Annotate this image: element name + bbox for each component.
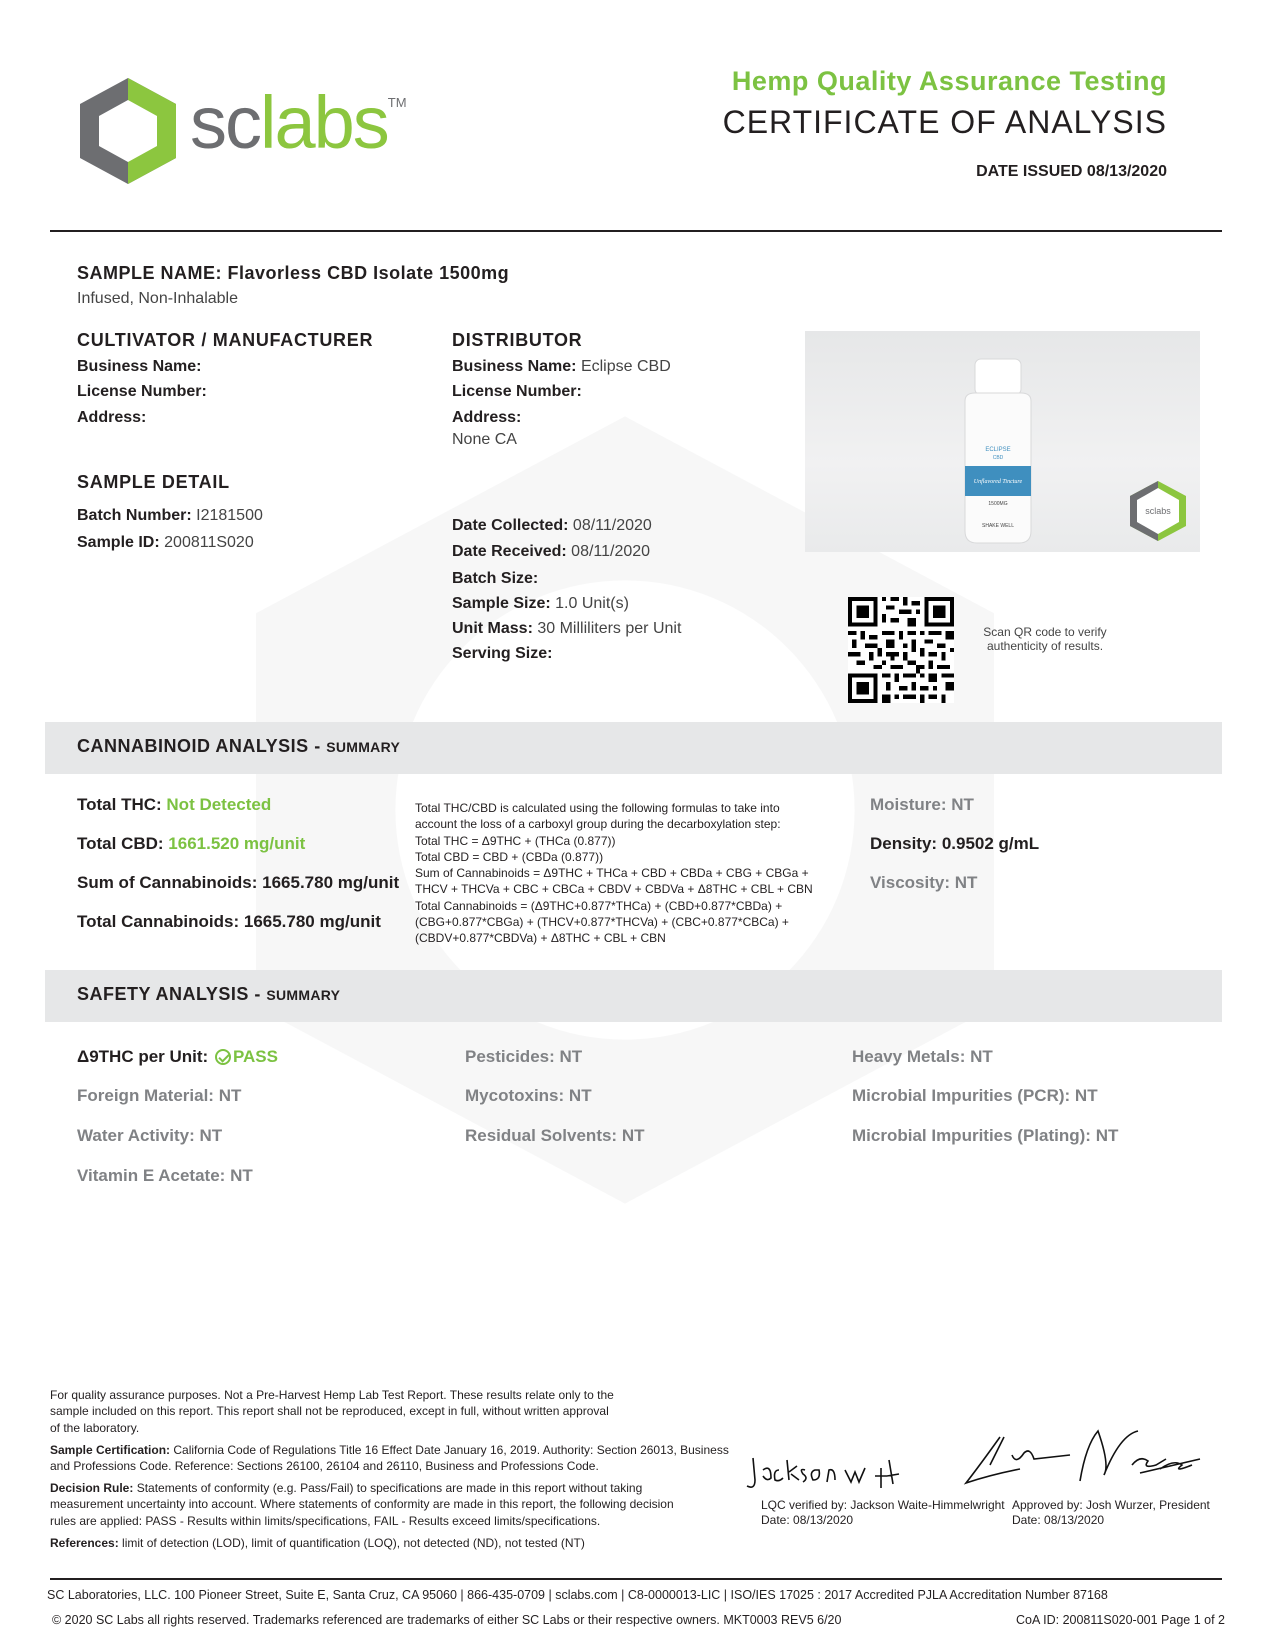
qr-code[interactable]: [848, 597, 954, 703]
photo-badge-text: sclabs: [1145, 506, 1171, 516]
safety-item-mycotoxins: [465, 1086, 592, 1106]
sclabs-logo-icon: [80, 78, 176, 184]
date-issued: DATE ISSUED 08/13/2020: [976, 163, 1167, 180]
distributor-address-value: None CA: [452, 431, 517, 448]
batch-number-value: I2181500: [196, 507, 263, 524]
cannabinoid-summary-band: [45, 722, 1222, 774]
density-value: 0.9502 g/mL: [941, 834, 1040, 853]
formula-line: Sum of Cannabinoids = Δ9THC + THCa + CBD + CBDa + CBG + CBGa +: [415, 866, 809, 881]
references: [50, 1535, 740, 1551]
sample-size-value: 1.0 Unit(s): [555, 595, 629, 612]
safety-title-small: SUMMARY: [266, 987, 341, 1003]
cultivator-business-label: Business Name:: [77, 358, 202, 375]
coa-id-page: CoA ID: 200811S020-001 Page 1 of 2: [1016, 1613, 1225, 1627]
total-thc: [77, 795, 271, 815]
viscosity: Viscosity: NT: [870, 873, 978, 892]
total-cbd: [77, 834, 305, 854]
sample-id: [77, 534, 254, 552]
date-received-value: 08/11/2020: [571, 543, 651, 560]
safety-item-pesticides: [465, 1047, 582, 1067]
safety-item-residual-solvents: [465, 1126, 645, 1146]
sample-id-label: Sample ID:: [77, 534, 160, 551]
decision-rule-label: Decision Rule:: [50, 1481, 134, 1495]
qa-disclaimer: For quality assurance purposes. Not a Pre-Harvest Hemp Lab Test Report. These results relate only to the sample included on this report. This report shall not be reproduced, except in full, without written approval of the laboratory.: [50, 1388, 614, 1435]
product-photo: [805, 331, 1200, 552]
safety-item-value: NT: [559, 1047, 583, 1066]
total-cannabinoids-label: Total Cannabinoids:: [77, 912, 240, 931]
safety-item-value: NT: [1074, 1086, 1098, 1105]
safety-item-water-activity: [77, 1126, 222, 1146]
total-thc-label: Total THC:: [77, 795, 162, 814]
formula-line: THCV + THCVa + CBC + CBCa + CBDV + CBDVa + Δ8THC + CBL + CBN: [415, 882, 813, 897]
formula-line: Total THC = Δ9THC + (THCa (0.877)): [415, 833, 616, 848]
pass-check-icon: [215, 1049, 231, 1065]
d9thc-per-unit: [77, 1047, 278, 1067]
cannabinoid-summary-title: [77, 736, 400, 757]
unit-mass-label: Unit Mass:: [452, 620, 533, 637]
report-title: CERTIFICATE OF ANALYSIS: [722, 104, 1167, 140]
bottle-shake: SHAKE WELL: [982, 523, 1014, 529]
bottle-brand-sub: CBD: [992, 455, 1004, 461]
footer-divider: [50, 1578, 1222, 1580]
sample-certification-text: California Code of Regulations Title 16 Effect Date January 16, 2019. Authority: Section 26013, Business and Professions Code. Reference: Sections 26100, 26104 and 26110, Business and Professions Code.: [50, 1443, 729, 1474]
sample-id-value: 200811S020: [164, 534, 254, 551]
moisture: Moisture: NT: [870, 795, 974, 814]
lqc-verified-by: LQC verified by: Jackson Waite-Himmelwright: [761, 1498, 1005, 1512]
calculation-formulas: [415, 800, 835, 947]
distributor-license-label: License Number:: [452, 383, 582, 400]
distributor-business: [452, 358, 671, 376]
approved-by: [1012, 1498, 1210, 1528]
bottle-brand: ECLIPSE: [985, 447, 1011, 453]
distributor-address-label: Address:: [452, 409, 522, 426]
batch-number: [77, 507, 263, 525]
lqc-verified: [761, 1498, 1005, 1528]
batch-number-label: Batch Number:: [77, 507, 192, 524]
safety-item-label: Microbial Impurities (Plating):: [852, 1126, 1091, 1145]
sample-certification-label: Sample Certification:: [50, 1443, 171, 1457]
density: [870, 834, 1039, 854]
safety-item-label: Water Activity:: [77, 1126, 195, 1145]
cannabinoid-title-text: CANNABINOID ANALYSIS -: [77, 736, 327, 756]
sum-of-cannabinoids-label: Sum of Cannabinoids:: [77, 873, 258, 892]
safety-item-value: NT: [1095, 1126, 1119, 1145]
total-cannabinoids: [77, 912, 381, 932]
safety-item-value: NT: [199, 1126, 223, 1145]
safety-item-value: NT: [230, 1166, 253, 1185]
formula-line: (CBG+0.877*CBGa) + (THCV+0.877*THCVa) + (CBC+0.877*CBCa) +: [415, 915, 789, 930]
unit-mass-value: 30 Milliliters per Unit: [537, 620, 682, 637]
bottle-product: Unflavored Tincture: [973, 479, 1023, 485]
safety-item-heavy-metals: [852, 1047, 993, 1067]
safety-item-label: Residual Solvents:: [465, 1126, 618, 1145]
sample-size-label: Sample Size:: [452, 595, 551, 612]
safety-item-label: Pesticides:: [465, 1047, 555, 1066]
approved-by-name: Approved by: Josh Wurzer, President: [1012, 1498, 1210, 1512]
approver-signature: [960, 1425, 1210, 1495]
cultivator-address-label: Address:: [77, 409, 147, 426]
serving-size-label: Serving Size:: [452, 645, 553, 662]
safety-item-microbial-plating: [852, 1126, 1118, 1146]
total-thc-value: Not Detected: [166, 795, 272, 814]
references-text: limit of detection (LOD), limit of quantification (LOQ), not detected (ND), not tested (NT): [118, 1536, 585, 1550]
safety-item-label: Vitamin E Acetate:: [77, 1166, 226, 1185]
sample-size: [452, 595, 629, 613]
distributor-heading: DISTRIBUTOR: [452, 330, 583, 350]
date-received: [452, 543, 650, 561]
safety-item-label: Microbial Impurities (PCR):: [852, 1086, 1071, 1105]
safety-item-microbial-pcr: [852, 1086, 1098, 1106]
references-label: References:: [50, 1536, 119, 1550]
total-cbd-value: 1661.520 mg/unit: [168, 834, 306, 853]
d9thc-label: Δ9THC per Unit:: [77, 1047, 209, 1066]
d9thc-pass-value: PASS: [232, 1047, 278, 1066]
formula-line: Total THC/CBD is calculated using the following formulas to take into: [415, 801, 780, 815]
sum-of-cannabinoids: [77, 873, 399, 893]
formula-line: (CBDV+0.877*CBDVa) + Δ8THC + CBL + CBN: [415, 931, 666, 946]
safety-item-value: NT: [568, 1086, 592, 1105]
lqc-signature: [745, 1440, 955, 1500]
safety-item-value: NT: [218, 1086, 242, 1105]
lab-contact-line: SC Laboratories, LLC. 100 Pioneer Street, Suite E, Santa Cruz, CA 95060 | 866-435-0709 | sclabs.com | C8-0000013-LIC | ISO/IES 17025 : 2017 Accredited PJLA Accreditation Number 87168: [47, 1588, 1108, 1602]
safety-summary-band: [45, 970, 1222, 1022]
sample-detail-heading: SAMPLE DETAIL: [77, 472, 230, 492]
date-collected: [452, 517, 652, 535]
copyright-line: © 2020 SC Labs all rights reserved. Trademarks referenced are trademarks of either SC Labs or their respective owners. MKT0003 REV5 6/20: [52, 1613, 842, 1627]
decision-rule: [50, 1480, 700, 1529]
safety-item-vitamin-e-acetate: [77, 1166, 253, 1186]
safety-summary-title: [77, 984, 340, 1005]
safety-item-label: Mycotoxins:: [465, 1086, 565, 1105]
density-label: Density:: [870, 834, 938, 853]
sum-of-cannabinoids-value: 1665.780 mg/unit: [262, 873, 400, 892]
sample-type: Infused, Non-Inhalable: [77, 290, 238, 307]
qr-note: Scan QR code to verify authenticity of results.: [983, 625, 1107, 654]
safety-title-text: SAFETY ANALYSIS -: [77, 984, 267, 1004]
distributor-business-value: Eclipse CBD: [580, 358, 671, 375]
formula-line: Total Cannabinoids = (Δ9THC+0.877*THCa) + (CBD+0.877*CBDa) +: [415, 898, 783, 913]
distributor-business-label: Business Name:: [452, 358, 577, 375]
lqc-date: Date: 08/13/2020: [761, 1513, 854, 1527]
sample-name: [77, 263, 509, 284]
bottle-illustration: [805, 331, 1200, 552]
date-received-label: Date Received:: [452, 543, 567, 560]
bottle-dose: 1500MG: [988, 501, 1008, 507]
sample-certification: [50, 1442, 740, 1475]
total-cannabinoids-value: 1665.780 mg/unit: [243, 912, 381, 931]
batch-size-label: Batch Size:: [452, 570, 539, 587]
total-cbd-label: Total CBD:: [77, 834, 164, 853]
date-collected-label: Date Collected:: [452, 517, 569, 534]
safety-item-value: NT: [621, 1126, 645, 1145]
report-subtitle: Hemp Quality Assurance Testing: [731, 66, 1167, 96]
sclabs-logo: sclabs™: [190, 81, 407, 164]
safety-item-foreign-material: [77, 1086, 241, 1106]
cultivator-license-label: License Number:: [77, 383, 207, 400]
approved-date: Date: 08/13/2020: [1012, 1513, 1105, 1527]
cultivator-heading: CULTIVATOR / MANUFACTURER: [77, 330, 374, 350]
unit-mass: [452, 620, 681, 638]
date-collected-value: 08/11/2020: [572, 517, 652, 534]
formula-line: account the loss of a carboxyl group during the decarboxylation step:: [415, 817, 781, 832]
header-divider: [50, 230, 1222, 232]
formula-line: Total CBD = CBD + (CBDa (0.877)): [415, 849, 604, 864]
decision-rule-text: Statements of conformity (e.g. Pass/Fail) to specifications are made in this report without taking measurement uncertainty into account. Where statements of conformity are made in this report, the following decision rules are applied: PASS - Results within limits/specifications, FAIL - Results exceed limits/specifications.: [50, 1481, 674, 1528]
safety-item-label: Heavy Metals:: [852, 1047, 966, 1066]
safety-item-value: NT: [970, 1047, 993, 1066]
sample-name-label: SAMPLE NAME:: [77, 263, 222, 283]
safety-item-label: Foreign Material:: [77, 1086, 214, 1105]
cannabinoid-title-small: SUMMARY: [326, 739, 401, 755]
sample-name-value: Flavorless CBD Isolate 1500mg: [227, 263, 510, 283]
